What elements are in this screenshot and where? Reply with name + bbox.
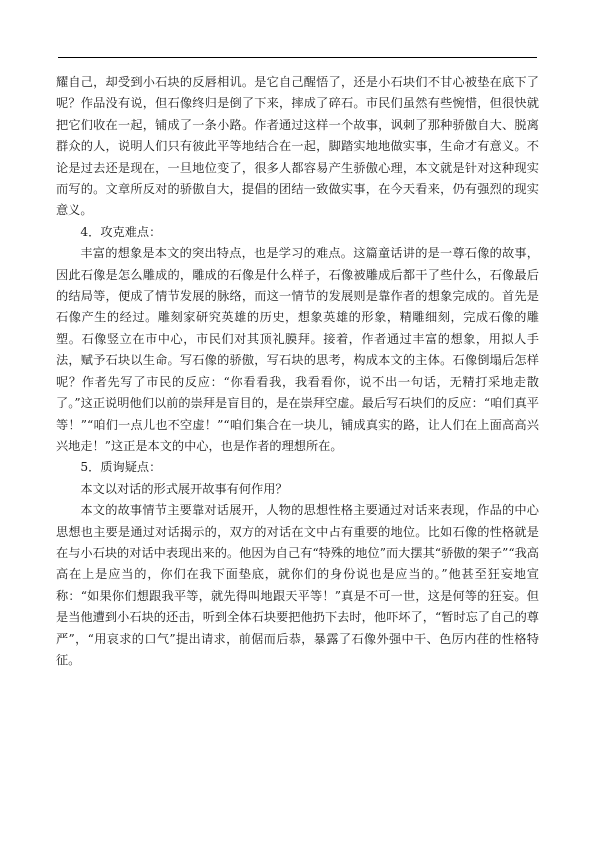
paragraph-1: 耀自己，却受到小石块的反唇相讥。是它自己醒悟了，还是小石块们不甘心被垫在底下了呢？作品没有说，但石像终归是倒了下来，摔成了碎石。市民们虽然有些惋惜，但很快就把它们收在一起，铺成了一条小路。作者通过这样一个故事，讽刺了那种骄傲自大、脱离群众的人，说明人们只有彼此平等地结合在一起，脚踏实地地做实事，生命才有意义。不论是过去还是现在，一旦地位变了，很多人都容易产生骄傲心理，本文就是针对这种现实而写的。文章所反对的骄傲自大，提倡的团结一致做实事，在今天看来，仍有强烈的现实意义。 <box>56 75 539 218</box>
paragraph-2: 丰富的想象是本文的突出特点，也是学习的难点。这篇童话讲的是一尊石像的故事，因此石像是怎么雕成的，雕成的石像是什么样子，石像被雕成后都干了些什么，石像最后的结局等，便成了情节发展的脉络，而这一情节的发展则是靠作者的想象完成的。首先是石像产生的经过。雕刻家研究英雄的历史，想象英雄的形象，精雕细刻，完成石像的雕塑。石像竖立在市中心，市民们对其顶礼膜拜。接着，作者通过丰富的想象，用拟人手法，赋予石块以生命。写石像的骄傲，写石块的思考，构成本文的主体。石像倒塌后怎样呢？作者先写了市民的反应：“你看看我，我看看你，说不出一句话，无精打采地走散了。”这正说明他们以前的崇拜是盲目的，是在崇拜空虚。最后写石块们的反应：“咱们真平等！”“咱们一点儿也不空虚！”“咱们集合在一块儿，铺成真实的路，让人们在上面高高兴兴地走！”这正是本文的中心，也是作者的理想所在。 <box>56 246 539 453</box>
section-heading-4: 4．攻克难点： <box>80 224 162 239</box>
question-text: 本文以对话的形式展开故事有何作用？ <box>80 481 288 496</box>
header-rule <box>58 57 537 58</box>
document-body <box>56 72 539 671</box>
section-heading-5: 5．质询疑点： <box>80 460 162 475</box>
paragraph-3: 本文的故事情节主要靠对话展开，人物的思想性格主要通过对话来表现，作品的中心思想也主要是通过对话揭示的，双方的对话在文中占有重要的地位。比如石像的性格就是在与小石块的对话中表现出来的。他因为自己有“特殊的地位”而大摆其“骄傲的架子”“我高高在上是应当的，你们在我下面垫底，就你们的身份说也是应当的。”他甚至狂妄地宣称：“如果你们想跟我平等，就先得叫地跟天平等！”真是不可一世，这是何等的狂妄。但是当他遭到小石块的还击，听到全体石块要把他扔下去时，他吓坏了，“暂时忘了自己的尊严”，“用哀求的口气”提出请求，前倨而后恭，暴露了石像外强中干、色厉内荏的性格特征。 <box>56 503 539 667</box>
